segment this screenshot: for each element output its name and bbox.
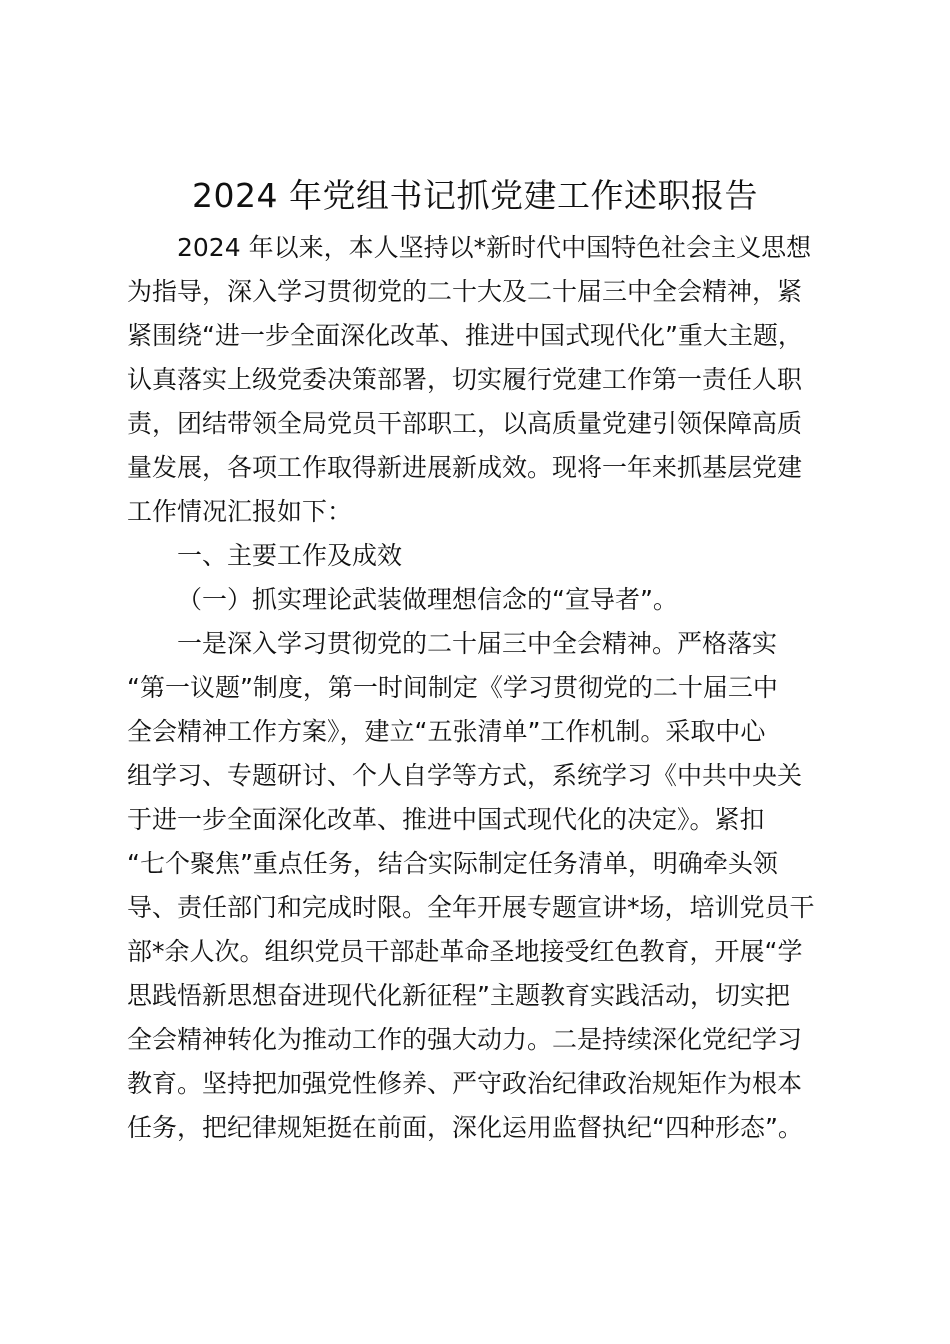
paragraph-line: 认真落实上级党委决策部署，切实履行党建工作第一责任人职 [127,365,803,394]
document-body [127,226,827,1150]
paragraph-line: 2024 年以来，本人坚持以*新时代中国特色社会主义思想 [177,233,812,262]
document-title: 2024 年党组书记抓党建工作述职报告 [192,176,758,215]
paragraph-line: 教育。坚持把加强党性修养、严守政治纪律政治规矩作为根本 [127,1069,803,1098]
paragraph-line: 部*余人次。组织党员干部赴革命圣地接受红色教育，开展“学 [127,937,803,966]
paragraph-line: 全会精神转化为推动工作的强大动力。二是持续深化党纪学习 [127,1025,803,1054]
paragraph-line: “第一议题”制度，第一时间制定《学习贯彻党的二十届三中 [127,673,778,702]
paragraph-line: 工作情况汇报如下： [127,497,353,526]
paragraph-line: 任务，把纪律规矩挺在前面，深化运用监督执纪“四种形态”。 [127,1113,803,1142]
section-heading: 一、主要工作及成效 [177,541,403,570]
paragraph-line: 导、责任部门和完成时限。全年开展专题宣讲*场，培训党员干 [127,893,815,922]
paragraph-line: 全会精神工作方案》，建立“五张清单”工作机制。采取中心 [127,717,766,746]
paragraph-line: 组学习、专题研讨、个人自学等方式，系统学习《中共中央关 [127,761,803,790]
paragraph-line: 思践悟新思想奋进现代化新征程”主题教育实践活动，切实把 [127,981,790,1010]
paragraph-line: “七个聚焦”重点任务，结合实际制定任务清单，明确牵头领 [127,849,778,878]
subsection-heading: （一）抓实理论武装做理想信念的“宣导者”。 [177,585,678,614]
paragraph-line: 于进一步全面深化改革、推进中国式现代化的决定》。紧扣 [127,805,765,834]
paragraph-line: 责，团结带领全局党员干部职工，以高质量党建引领保障高质 [127,409,803,438]
paragraph-line: 紧围绕“进一步全面深化改革、推进中国式现代化”重大主题， [127,321,803,350]
paragraph-line: 为指导，深入学习贯彻党的二十大及二十届三中全会精神，紧 [127,277,803,306]
paragraph-line: 量发展，各项工作取得新进展新成效。现将一年来抓基层党建 [127,453,803,482]
paragraph-line: 一是深入学习贯彻党的二十届三中全会精神。严格落实 [177,629,778,658]
